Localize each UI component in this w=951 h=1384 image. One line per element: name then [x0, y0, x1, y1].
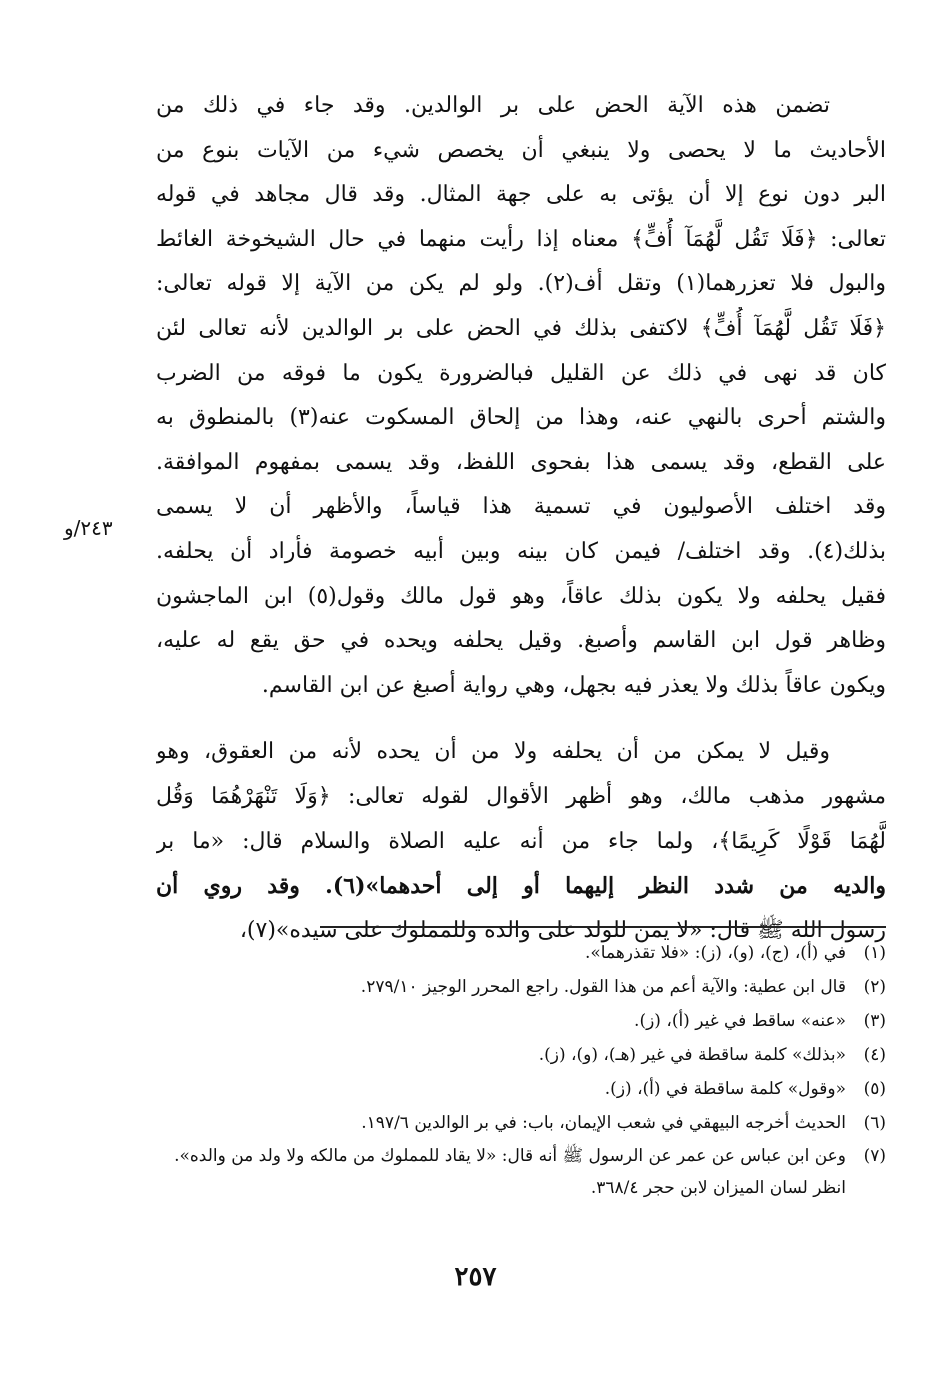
footnotes — [156, 936, 886, 1204]
footnote-text: وعن ابن عباس عن عمر عن الرسول ﷺ أنه قال: «لا يقاد للمملوك من مالكه ولا ولد من والده». انظر لسان الميزان لابن حجر ٣٦٨/٤. — [174, 1146, 846, 1198]
footnote — [156, 970, 886, 1004]
main-text — [156, 84, 886, 953]
text-line: ويكون عاقاً بذلك ولا يعذر فيه بجهل، وهي رواية أصبغ عن ابن القاسم. — [261, 672, 886, 698]
paragraph-2 — [156, 730, 886, 953]
footnote-number: (٢) — [863, 977, 886, 997]
text-line: وقد اختلف الأصوليون في تسمية هذا قياساً، والأظهر أن لا يسمى — [156, 494, 886, 520]
text-line-hadith: والديه من شدد النظر إليهما أو إلى أحدهما»(٦). وقد روي أن — [156, 873, 886, 900]
text-line: والشتم أحرى بالنهي عنه، وهذا من إلحاق المسكوت عنه(٣) بالمنطوق به — [156, 405, 886, 431]
text-line: والبول فلا تعزرهما(١) وتقل أف(٢). ولو لم يكن من الآية إلا قوله تعالى: — [156, 271, 886, 297]
footnote-number: (١) — [863, 943, 886, 963]
text-line: ﴿فَلَا تَقُل لَّهُمَآ أُفٍّ﴾ لاكتفى بذلك في الحض على بر الوالدين لأنه تعالى لئن — [156, 315, 886, 341]
text-line: فقيل يحلفه ولا يكون بذلك عاقاً، وهو قول مالك وقول(٥) ابن الماجشون — [156, 583, 886, 609]
text-line: على القطع، وقد يسمى هذا بفحوى اللفظ، وقد يسمى بمفهوم الموافقة. — [156, 449, 886, 475]
footnote — [156, 936, 886, 970]
footnote-number: (٤) — [863, 1045, 886, 1065]
text-line: مشهور مذهب مالك، وهو أظهر الأقوال لقوله تعالى: ﴿وَلَا تَنْهَرْهُمَا وَقُل — [156, 783, 886, 809]
text-line: تعالى: ﴿فَلَا تَقُل لَّهُمَآ أُفٍّ﴾ معناه إذا رأيت منهما في حال الشيخوخة الغائط — [156, 226, 886, 252]
footnote-text: قال ابن عطية: والآية أعم من هذا القول. راجع المحرر الوجيز ٢٧٩/١٠. — [360, 977, 846, 997]
footnote-text: «وقول» كلمة ساقطة في (أ)، (ز). — [604, 1079, 846, 1099]
footnote — [156, 1106, 886, 1140]
text-line: تضمن هذه الآية الحض على بر الوالدين. وقد جاء في ذلك من — [156, 93, 830, 118]
footnote-text: في (أ)، (ج)، (و)، (ز): «فلا تقذرهما». — [585, 943, 846, 963]
footnote — [156, 1140, 886, 1204]
text-line: رسول الله ﷺ قال: «لا يمن للولد على والده وللمملوك على سيده»(٧)، — [239, 917, 886, 943]
footnote — [156, 1072, 886, 1106]
text-line: وظاهر قول ابن القاسم وأصبغ. وقيل يحلفه ويحده في حق يقع له عليه، — [156, 628, 886, 654]
manuscript-folio-marker: ٢٤٣/و — [64, 516, 113, 540]
text-line: الأحاديث ما لا يحصى ولا ينبغي أن يخصص شيء من الآيات بنوع من — [156, 137, 886, 163]
text-line: البر دون نوع إلا أن يؤتى به على جهة المثال. وقد قال مجاهد في قوله — [156, 182, 886, 208]
text-line: وقيل لا يمكن من أن يحلفه ولا من أن يحده لأنه من العقوق، وهو — [156, 739, 830, 765]
footnote-text: الحديث أخرجه البيهقي في شعب الإيمان، باب: في بر الوالدين ١٩٧/٦. — [361, 1113, 846, 1133]
footnote-text: «عنه» ساقط في غير (أ)، (ز). — [634, 1011, 846, 1031]
page-number: ٢٥٧ — [454, 1262, 497, 1292]
paragraph-1 — [156, 84, 886, 708]
footnote-number: (٧) — [863, 1146, 886, 1166]
footnote-number: (٣) — [863, 1011, 886, 1031]
footnote — [156, 1038, 886, 1072]
footnote — [156, 1004, 886, 1038]
text-line: لَّهُمَا قَوْلًا كَرِيمًا﴾، ولما جاء من أنه عليه الصلاة والسلام قال: «ما بر — [156, 828, 886, 854]
text-line: كان قد نهى في ذلك عن القليل فبالضرورة يكون ما فوقه من الضرب — [156, 360, 886, 386]
footnote-separator — [320, 926, 886, 928]
footnote-text: «بذلك» كلمة ساقطة في غير (هـ)، (و)، (ز). — [538, 1045, 846, 1065]
text-line: بذلك(٤). وقد اختلف/ فيمن كان بينه وبين أبيه خصومة فأراد أن يحلفه. — [156, 538, 886, 564]
footnote-number: (٥) — [863, 1079, 886, 1099]
footnote-number: (٦) — [863, 1113, 886, 1133]
